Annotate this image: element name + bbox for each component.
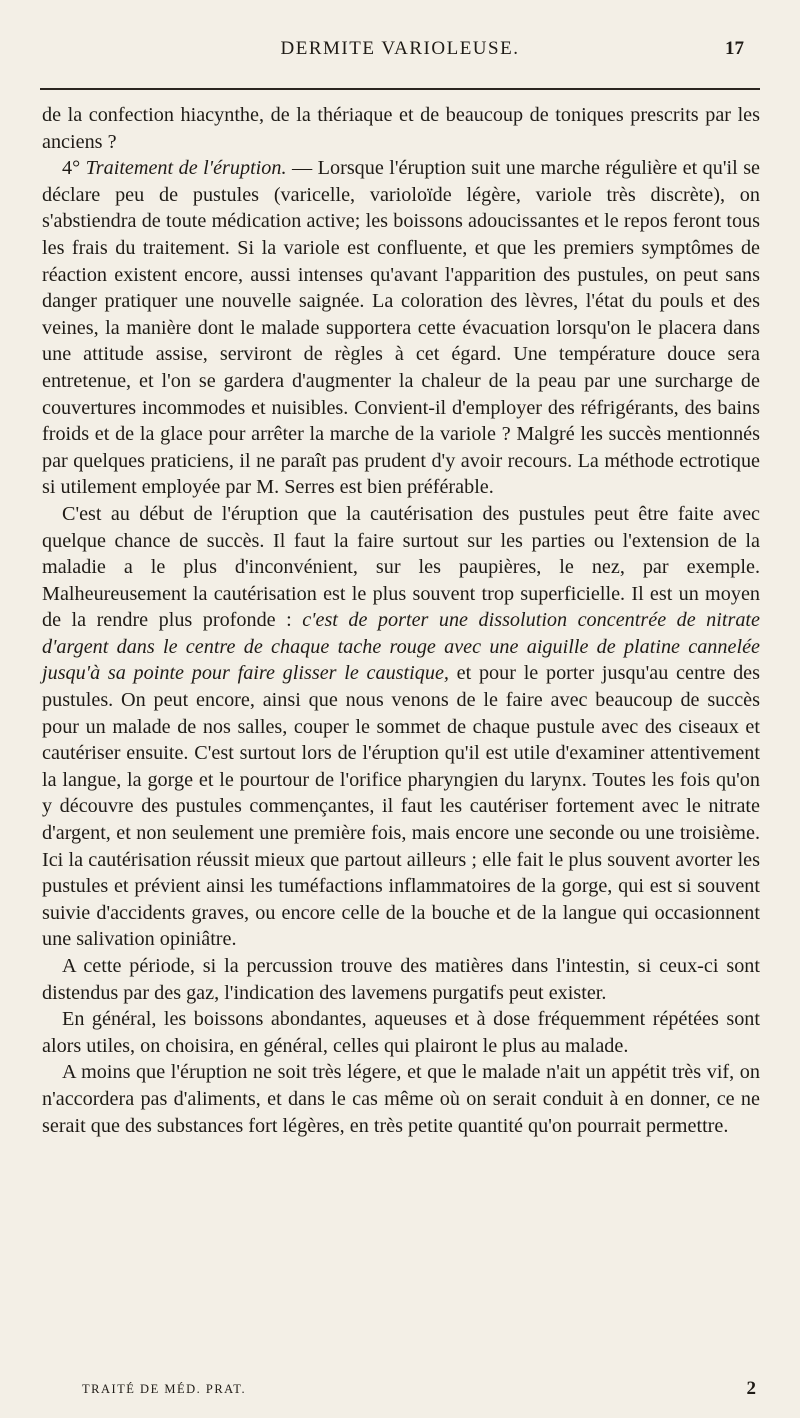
running-head: DERMITE VARIOLEUSE. <box>280 38 520 59</box>
paragraph-text: — Lorsque l'éruption suit une marche régulière et qu'il se déclare peu de pustules (varicelle, varioloïde légère, variole très discrète), on s'abstiendra de toute médication active; les boissons adoucissantes et le repos feront tous les frais du traitement. Si la variole est confluente, et que les premiers symptômes de réaction existent encore, aussi intenses qu'avant l'apparition des pustules, on peut sans danger pratiquer une nouvelle saignée. La coloration des lèvres, l'état du pouls et des veines, la manière dont le malade supportera cette évacuation lorsqu'on le placera dans une attitude assise, serviront de règles à cet égard. Une température douce sera entretenue, et l'on se gardera d'augmenter la chaleur de la peau par une surcharge de couvertures incommodes et nuisibles. Convient-il d'employer des réfrigérants, des bains froids et de la glace pour arrêter la marche de la variole ? Malgré les succès mentionnés par quelques praticiens, il ne paraît pas prudent d'y avoir recours. La méthode ectrotique si utilement employée par M. Serres est bien préférable. <box>42 157 761 499</box>
paragraph <box>42 155 760 501</box>
page-footer <box>42 1378 756 1404</box>
paragraph: A cette période, si la percussion trouve des matières dans l'intestin, si ceux-ci sont distendus par des gaz, l'indication des lavemens purgatifs peut exister. <box>42 955 760 1004</box>
paragraph: de la confection hiacynthe, de la thériaque et de beaucoup de toniques prescrits par les anciens ? <box>42 104 760 153</box>
paragraph: A moins que l'éruption ne soit très légere, et que le malade n'ait un appétit très vif, on n'accordera pas d'aliments, et dans le cas même où on serait conduit à en donner, ce ne serait que des substances fort légères, en très petite quantité qu'on pourrait permettre. <box>42 1061 760 1137</box>
sheet-number: 2 <box>746 1378 756 1399</box>
printer-signature: TRAITÉ DE MÉD. PRAT. <box>82 1382 247 1396</box>
paragraph <box>42 501 760 953</box>
section-heading: Traitement de l'éruption. <box>85 157 287 180</box>
header-rule <box>40 88 760 90</box>
page-header <box>0 38 800 64</box>
paragraph: En général, les boissons abondantes, aqueuses et à dose fréquemment répétées sont alors utiles, on choisira, en général, celles qui plairont le plus au malade. <box>42 1008 760 1057</box>
body-text <box>42 102 760 1139</box>
paragraph-text: C'est au début de l'éruption que la cautérisation des pustules peut être faite avec quelque chance de succès. Il faut la faire surtout sur les parties ou l'extension de la maladie a le plus d'inconvénient, sur les paupières, le nez, par exemple. Malheureusement la cautérisation est le plus souvent trop superficielle. Il est un moyen de la rendre plus profonde : <box>42 502 760 632</box>
paragraph-text: et pour le porter jusqu'au centre des pustules. On peut encore, ainsi que nous venons de le faire avec beaucoup de succès pour un malade de nos salles, couper le sommet de chaque pustule avec des ciseaux et cautériser ensuite. C'est surtout lors de l'éruption qu'il est utile d'examiner attentivement la langue, la gorge et le pourtour de l'orifice pharyngien du larynx. Toutes les fois qu'on y découvre des pustules commençantes, il faut les cautériser fortement avec le nitrate d'argent, et non seulement une première fois, mais encore une seconde ou une troisième. Ici la cautérisation réussit mieux que partout ailleurs ; elle fait le plus souvent avorter les pustules et prévient ainsi les tuméfactions inflammatoires de la gorge, qui est si souvent suivie d'accidents graves, ou encore celle de la bouche et de la langue qui occasionnent une salivation opiniâtre. <box>42 662 760 951</box>
section-number: 4° <box>62 157 86 180</box>
page-number: 17 <box>725 38 744 59</box>
italic-passage: c'est de porter une dissolution concentrée de nitrate d'argent dans le centre de chaque tache rouge avec une aiguille de platine cannelée jusqu'à sa pointe pour faire glisser le caustique, <box>42 609 760 685</box>
